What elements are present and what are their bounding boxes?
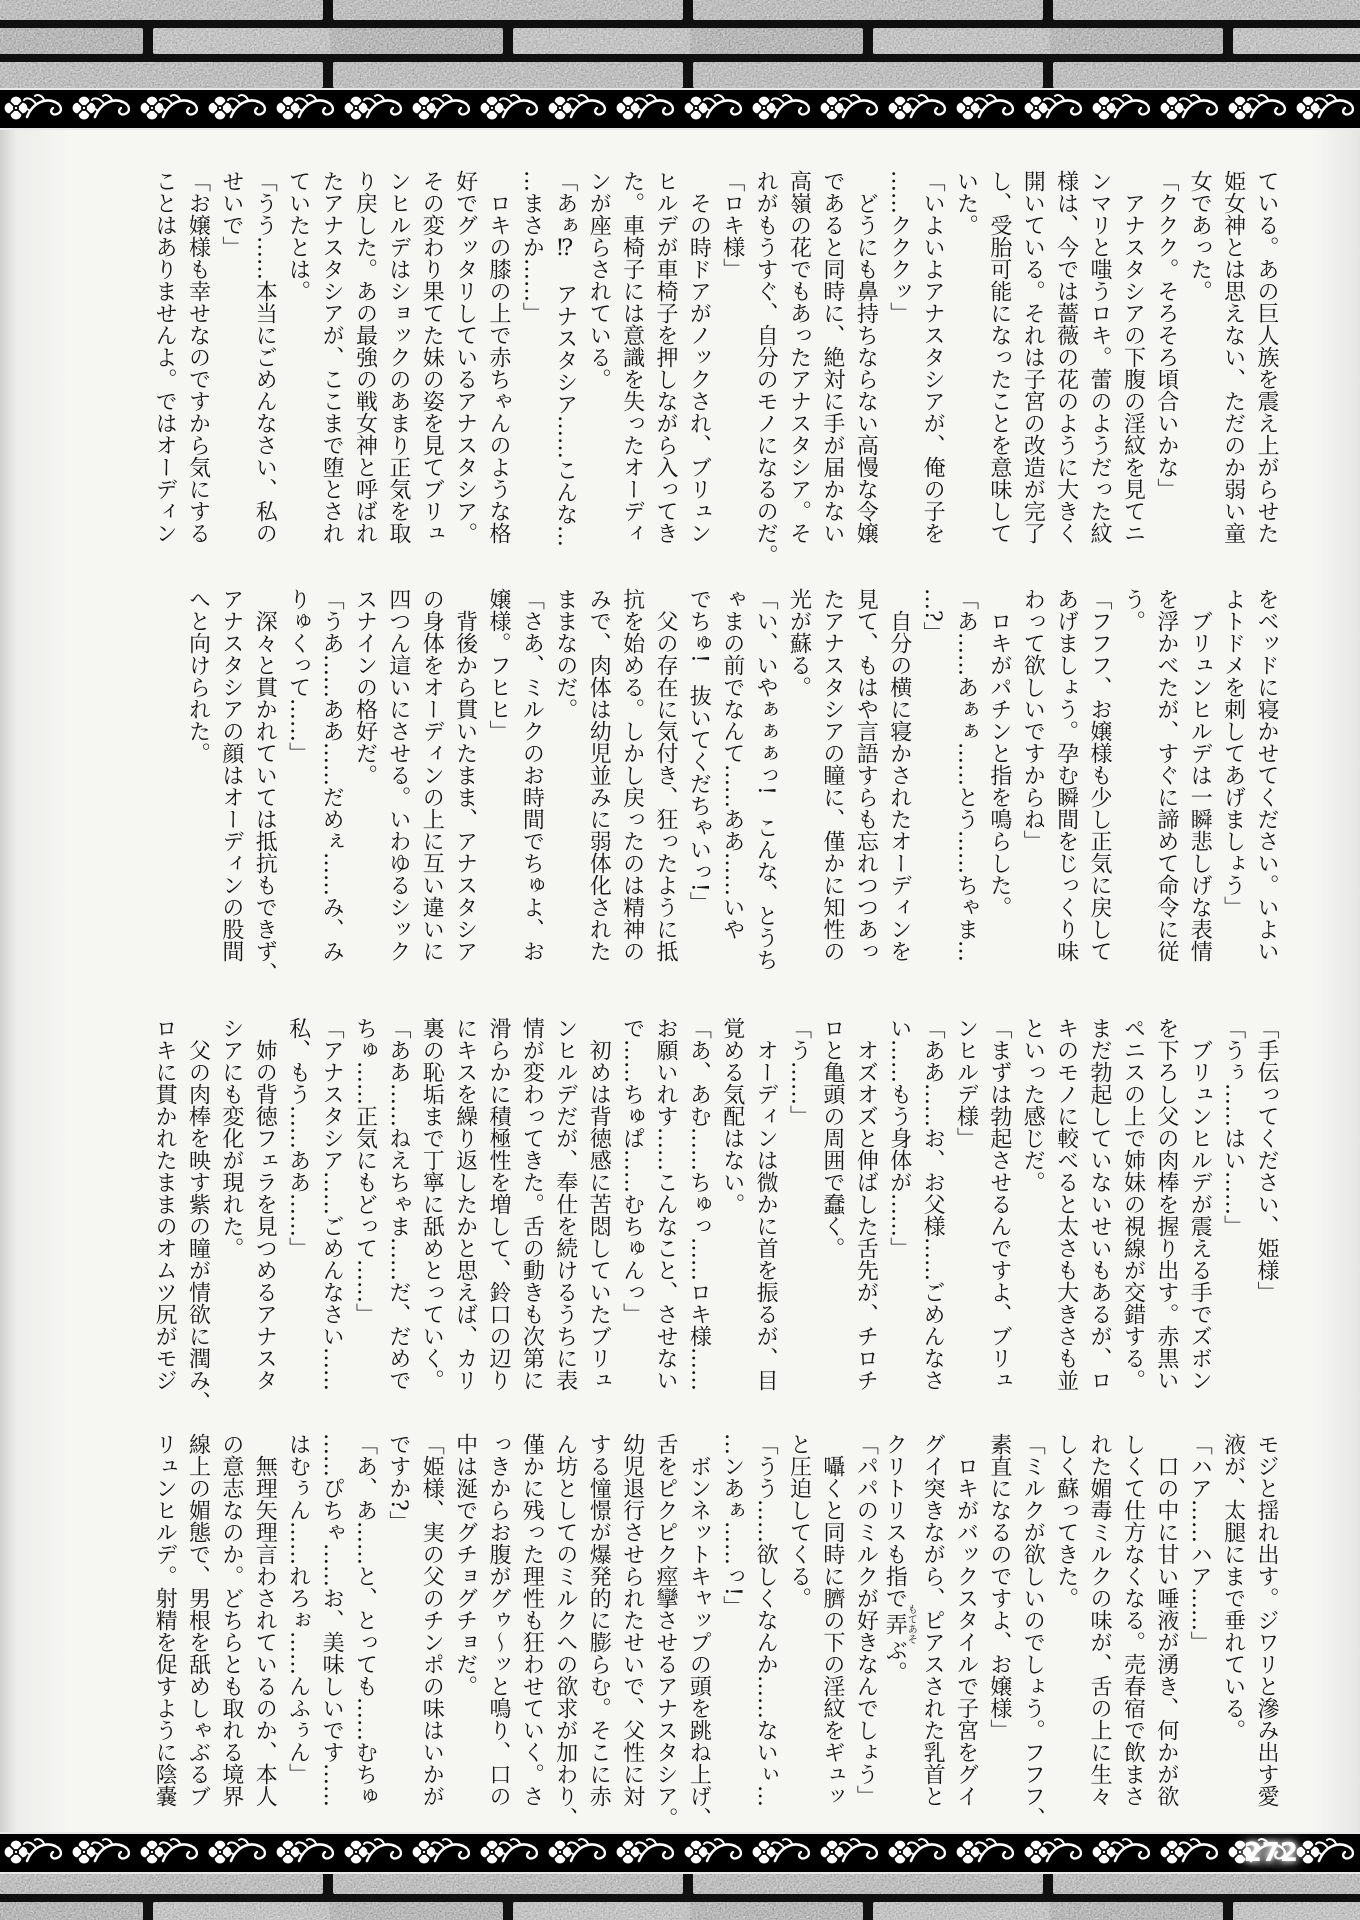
- text-column: 「ククク。そろそろ頃合いかな」: [1153, 170, 1179, 500]
- text-column: その変わり果てた妹の姿を見てブリュ: [419, 170, 445, 544]
- text-column: ん坊としてのミルクへの欲求が加わり、: [552, 1433, 578, 1829]
- text-column: 女であった。: [1187, 170, 1213, 302]
- floral-ornament-pattern: [0, 1837, 1360, 1869]
- text-column: たアナスタシアが、ここまで堕とされ: [319, 170, 345, 544]
- text-column: 父の存在に気付き、狂ったように抵: [652, 588, 678, 962]
- text-column: する憧憬が爆発的に膨らむ。そこに赤: [586, 1433, 612, 1807]
- text-column: グイ突きながら、ピアスされた乳首と: [920, 1433, 946, 1807]
- text-column: 「フフフ、お嬢様も少し正気に戻して: [1087, 588, 1113, 962]
- text-column: 「ロキ様」: [719, 170, 745, 280]
- brick-wall-top: [0, 0, 1360, 88]
- text-column: 嬢様。フヒヒ」: [486, 588, 512, 742]
- text-column: い……もう身体が……」: [886, 1017, 912, 1259]
- granite-grain: [0, 0, 1360, 88]
- text-column: オズオズと伸ばした舌先が、チロチ: [853, 1017, 879, 1391]
- text-column: 「い、いやぁぁぁっ! こんな、とうち: [753, 588, 779, 971]
- text-column: といった感じだ。: [1020, 1017, 1046, 1193]
- text-column: オーディンは微かに首を振るが、目: [753, 1017, 779, 1391]
- text-column: 「あ、あむ……ちゅっ……ロキ様……: [686, 1017, 712, 1391]
- text-column: 無理矢理言わされているのか、本人: [252, 1433, 278, 1807]
- text-column: 「手伝ってください、姫様」: [1254, 1017, 1279, 1303]
- text-column: まだ勃起していないせいもあるが、ロ: [1087, 1017, 1113, 1391]
- text-column: 「あ……あぁぁ……とう……ちゃま…: [953, 588, 979, 962]
- text-column: 見て、もはや言語すらも忘れつつあっ: [853, 588, 879, 962]
- text-column: 液が、太腿にまで垂れている。: [1220, 1433, 1246, 1741]
- text-column: みで、肉体は幼児並みに弱体化された: [586, 588, 612, 962]
- text-column: ゃまの前でなんて……ああ……いや: [719, 588, 745, 940]
- text-column: りゅくって……」: [285, 588, 311, 764]
- text-column: 覚める気配はない。: [719, 1017, 745, 1215]
- text-column: 情が変わってきた。舌の動きも次第に: [519, 1017, 545, 1391]
- text-column: 「うう……欲しくなんか……ないぃ…: [753, 1433, 779, 1807]
- text-column: 幼児退行させられたせいで、父性に対: [619, 1433, 645, 1807]
- text-column: しくて仕方なくなる。売春宿で飲まさ: [1120, 1433, 1146, 1807]
- text-column: れた媚毒ミルクの味が、舌の上に生々: [1087, 1433, 1113, 1807]
- text-column: 好でグッタリしているアナスタシア。: [452, 170, 478, 544]
- text-band-1: [148, 170, 1283, 572]
- text-column: はむぅん……れろぉ……んふぅん」: [285, 1433, 311, 1785]
- text-column: ロと亀頭の周囲で蠢く。: [819, 1017, 845, 1259]
- brick-wall-bottom: [0, 1874, 1360, 1920]
- text-column: ている。あの巨人族を震え上がらせた: [1254, 170, 1279, 544]
- text-column: 「まずは勃起させるんですよ、ブリュ: [986, 1017, 1012, 1391]
- text-column: ンヒルデ様」: [953, 1017, 979, 1149]
- text-column: 口の中に甘い唾液が湧き、何かが欲: [1153, 1433, 1179, 1807]
- text-column: ロキに貫かれたままのオムツ尻がモジ: [152, 1017, 178, 1391]
- text-column: 「うぅ……はい……」: [1220, 1017, 1246, 1237]
- text-column: 光が蘇る。: [786, 588, 812, 698]
- text-column: ロキがバックスタイルで子宮をグイ: [953, 1433, 979, 1807]
- text-column: ……クククッ」: [886, 170, 912, 324]
- text-column: 「ハア……ハア……」: [1187, 1433, 1213, 1653]
- text-column: 四つん這いにさせる。いわゆるシック: [385, 588, 411, 962]
- text-column: 「あ、あ……と、とっても……むちゅ: [352, 1433, 378, 1807]
- text-column: であると同時に、絶対に手が届かない: [819, 170, 845, 544]
- text-column: ロキがパチンと指を鳴らした。: [986, 588, 1012, 918]
- text-column: リュンヒルデ。射精を促すように陰嚢: [152, 1433, 178, 1807]
- text-column: 「アナスタシア……ごめんなさい……: [319, 1017, 345, 1391]
- text-column: 「ああ……ねえちゃま……だ、だめで: [385, 1017, 411, 1391]
- text-column: 「姫様、実の父のチンポの味はいかが: [419, 1433, 445, 1807]
- text-column: ……ぴちゃ……お、美味しいです……: [319, 1433, 345, 1807]
- text-column: 父の肉棒を映す紫の瞳が情欲に潤み、: [185, 1017, 211, 1413]
- text-column: を下ろし父の肉棒を握り出す。赤黒い: [1153, 1017, 1179, 1391]
- text-column: と圧迫してくる。: [786, 1433, 812, 1609]
- text-column: た。車椅子には意識を失ったオーディ: [619, 170, 645, 544]
- text-column: 裏の恥垢まで丁寧に舐めとっていく。: [419, 1017, 445, 1391]
- text-column: わって欲しいですからね」: [1020, 588, 1046, 852]
- text-column: どうにも鼻持ちならない高慢な令嬢: [853, 170, 879, 544]
- text-column: の意志なのか。どちらとも取れる境界: [218, 1433, 244, 1807]
- text-column: ンヒルデはショックのあまり正気を取: [385, 170, 411, 544]
- text-column: り戻した。あの最強の戦女神と呼ばれ: [352, 170, 378, 544]
- text-column: アナスタシアの下腹の淫紋を見てニ: [1120, 170, 1146, 544]
- text-column: ことはありませんよ。ではオーディン: [152, 170, 178, 544]
- text-column: お願いれす……こんなこと、させない: [652, 1017, 678, 1391]
- text-column: う。: [1120, 588, 1146, 632]
- text-column: 姫女神とは思えない、ただのか弱い童: [1220, 170, 1246, 544]
- text-column: モジと揺れ出す。ジワリと滲み出す愛: [1254, 1433, 1279, 1807]
- text-column: へと向けられた。: [185, 588, 211, 764]
- ornament-border-top: [0, 88, 1360, 130]
- page-number: 272: [1228, 1837, 1314, 1869]
- text-column: …まさか……」: [519, 170, 545, 324]
- text-column: 「ああ……お、お父様……ごめんなさ: [920, 1017, 946, 1391]
- text-column: せいで」: [218, 170, 244, 258]
- text-column: ボンネットキャップの頭を跳ね上げ、: [686, 1433, 712, 1829]
- text-column: を浮かべたが、すぐに諦めて命令に従: [1153, 588, 1179, 962]
- text-column: ンマリと嗤うロキ。蕾のようだった紋: [1087, 170, 1113, 544]
- text-column: 自分の横に寝かされたオーディンを: [886, 588, 912, 962]
- text-band-2: [181, 588, 1283, 990]
- text-column: 高嶺の花でもあったアナスタシア。そ: [786, 170, 812, 544]
- text-column: クリトリスも指で弄もてあそぶ。: [882, 1433, 917, 1683]
- text-column: 抗を始める。しかし戻ったのは精神の: [619, 588, 645, 962]
- text-band-4: [148, 1433, 1283, 1835]
- text-column: 姉の背徳フェラを見つめるアナスタ: [252, 1017, 278, 1391]
- text-column: スナインの格好だ。: [352, 588, 378, 786]
- text-column: 様は、今では薔薇の花のように大きく: [1053, 170, 1079, 544]
- text-column: ロキの膝の上で赤ちゃんのような格: [486, 170, 512, 544]
- text-band-3: [148, 1017, 1283, 1419]
- text-column: 「ミルクが欲しいのでしょう。フフフ、: [1020, 1433, 1046, 1829]
- text-column: 中は涎でグチョグチョだ。: [452, 1433, 478, 1697]
- text-column: ペニスの上で姉妹の視線が交錯する。: [1120, 1017, 1146, 1391]
- text-column: アナスタシアの顔はオーディンの股間: [218, 588, 244, 962]
- text-column: 「うう……本当にごめんなさい、私の: [252, 170, 278, 544]
- text-column: 素直になるのですよ、お嬢様」: [986, 1433, 1012, 1741]
- text-column: 開いている。それは子宮の改造が完了: [1020, 170, 1046, 544]
- text-column: あげましょう。孕む瞬間をじっくり味: [1053, 588, 1079, 962]
- text-column: ブリュンヒルデが震える手でズボン: [1187, 1017, 1213, 1391]
- text-column: 初めは背徳感に苦悶していたブリュ: [586, 1017, 612, 1391]
- text-column: 「あぁ⁉ アナスタシア……こんな…: [552, 170, 578, 547]
- text-column: …?」: [920, 588, 946, 644]
- text-column: …ンあぁ……っ!」: [719, 1433, 745, 1618]
- granite-grain: [0, 1874, 1360, 1920]
- text-column: 「お嬢様も幸せなのですから気にする: [185, 170, 211, 544]
- text-column: 「さあ、ミルクのお時間でちゅよ、お: [519, 588, 545, 962]
- text-column: ヒルデが車椅子を押しながら入ってき: [652, 170, 678, 544]
- text-column: シアにも変化が現れた。: [218, 1017, 244, 1259]
- text-column: ブリュンヒルデは一瞬悲しげな表情: [1187, 588, 1213, 962]
- text-column: キのモノに較べると太さも大きさも並: [1053, 1017, 1079, 1391]
- text-column: 「いよいよアナスタシアが、俺の子を: [920, 170, 946, 544]
- text-column: の身体をオーディンの上に互い違いに: [419, 588, 445, 962]
- text-column: 線上の媚態で、男根を舐めしゃぶるブ: [185, 1433, 211, 1807]
- floral-ornament-pattern: [0, 93, 1360, 125]
- text-column: で……ちゅぱ……むちゅんっ」: [619, 1017, 645, 1325]
- text-column: し、受胎可能になったことを意味して: [986, 170, 1012, 544]
- text-column: 滑らかに積極性を増して、鈴口の辺り: [486, 1017, 512, 1391]
- page-paper: [0, 130, 1360, 1832]
- text-column: 「うあ……ああ……だめぇ……み、み: [319, 588, 345, 962]
- text-column: っきからお腹がグゥ〜ッと鳴り、口の: [486, 1433, 512, 1807]
- text-column: にキスを繰り返したかと思えば、カリ: [452, 1017, 478, 1391]
- text-column: よトドメを刺してあげましょう」: [1220, 588, 1246, 918]
- text-column: ですか?」: [385, 1433, 411, 1533]
- text-column: 私、もう……ああ……」: [285, 1017, 311, 1259]
- text-column: 背後から貫いたまま、アナスタシア: [452, 588, 478, 962]
- text-column: しく蘇ってきた。: [1053, 1433, 1079, 1609]
- ornament-border-bottom: [0, 1832, 1360, 1874]
- text-column: 「う……」: [786, 1017, 812, 1127]
- text-column: いた。: [953, 170, 979, 236]
- text-column: 僅かに残った理性も狂わせていく。さ: [519, 1433, 545, 1807]
- text-column: 「パパのミルクが好きなんでしょう」: [853, 1433, 879, 1807]
- text-column: 深々と貫かれていては抵抗もできず、: [252, 588, 278, 984]
- text-column: その時ドアがノックされ、ブリュン: [686, 170, 712, 544]
- text-column: ままなのだ。: [552, 588, 578, 720]
- text-column: ちゅ……正気にもどって……」: [352, 1017, 378, 1325]
- text-column: をベッドに寝かせてください。いよい: [1254, 588, 1279, 962]
- text-column: ていたとは。: [285, 170, 311, 302]
- text-column: れがもうすぐ、自分のモノになるのだ。: [753, 170, 779, 566]
- text-column: 囁くと同時に臍の下の淫紋をギュッ: [819, 1433, 845, 1807]
- text-column: ンヒルデだが、奉仕を続けるうちに表: [552, 1017, 578, 1391]
- text-column: 舌をピクピク痙攣させるアナスタシア。: [652, 1433, 678, 1829]
- text-column: たアナスタシアの瞳に、僅かに知性の: [819, 588, 845, 962]
- text-column: ンが座らされている。: [586, 170, 612, 390]
- text-column: でちゅ! 抜いてくだちゃいっ!」: [686, 588, 712, 914]
